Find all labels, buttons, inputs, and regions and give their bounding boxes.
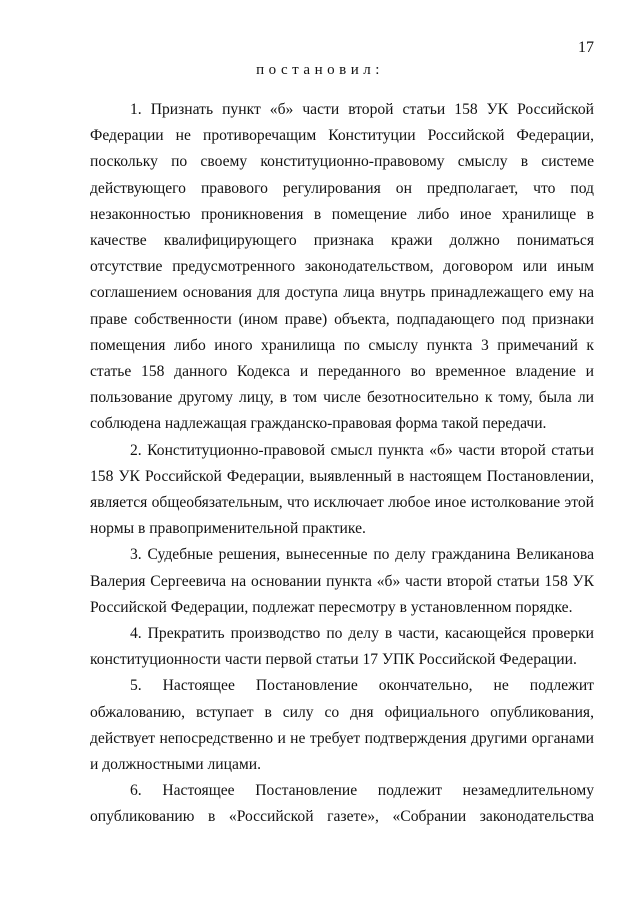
page-number: 17	[578, 39, 594, 56]
resolution-item-1: 1. Признать пункт «б» части второй статьи 158 УК Российской Федерации не противоречащим Конституции Российской Федерации, поскольку по своему конституционно-правовому смыслу в системе действующего правового регулирования он предполагает, что под незаконностью проникновения в помещение либо иное хранилище в качестве квалифицирующего признака кражи должно пониматься отсутствие предусмотренного законодательством, договором или иным соглашением основания для доступа лица внутрь принадлежащего ему на праве собственности (ином праве) объекта, подпадающего под признаки помещения либо иного хранилища по смыслу пункта 3 примечаний к статье 158 данного Кодекса и переданного во временное владение и пользование другому лицу, в том числе безотносительно к тому, была ли соблюдена надлежащая гражданско-правовая форма такой передачи.	[90, 101, 594, 433]
resolution-item-4: 4. Прекратить производство по делу в части, касающейся проверки конституционности части первой статьи 17 УПК Российской Федерации.	[90, 625, 594, 669]
resolution-item-3: 3. Судебные решения, вынесенные по делу гражданина Великанова Валерия Сергеевича на основании пункта «б» части второй статьи 158 УК Российской Федерации, подлежат пересмотру в установленном порядке.	[90, 546, 594, 616]
resolution-heading: постановил:	[256, 62, 384, 78]
resolution-item-5: 5. Настоящее Постановление окончательно, не подлежит обжалованию, вступает в силу со дня официального опубликования, действует непосредственно и не требует подтверждения другими органами и должностными лицами.	[90, 677, 594, 774]
resolution-item-2: 2. Конституционно-правовой смысл пункта «б» части второй статьи 158 УК Российской Федерации, выявленный в настоящем Постановлении, является общеобязательным, что исключает любое иное истолкование этой нормы в правоприменительной практике.	[90, 441, 594, 538]
resolution-body	[90, 97, 594, 831]
resolution-item-6: 6. Настоящее Постановление подлежит незамедлительному опубликованию в «Российской газете», «Собрании законодательства	[90, 782, 594, 826]
